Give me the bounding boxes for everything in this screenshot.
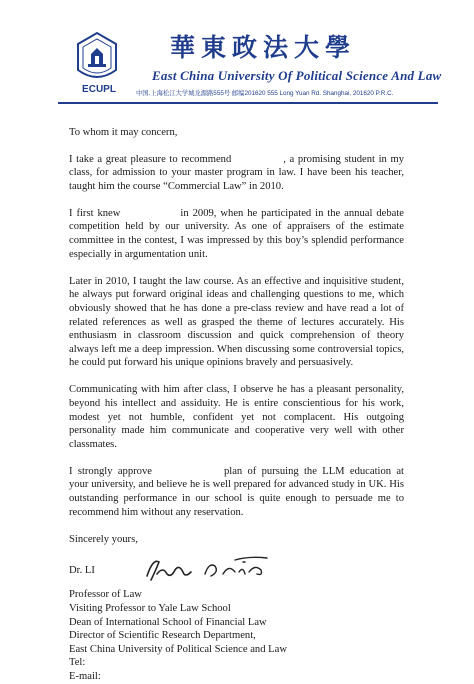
paragraph-2-start: I first knew xyxy=(69,207,121,219)
credential-line: Professor of Law xyxy=(69,589,142,601)
university-english-name: East China University Of Political Science And Law xyxy=(152,68,442,83)
salutation: To whom it may concern, xyxy=(69,127,178,138)
email-label: E-mail: xyxy=(69,670,101,682)
credential-line: Director of Scientific Research Department, xyxy=(69,630,256,642)
closing: Sincerely yours, xyxy=(69,533,138,545)
paragraph-5-start: I strongly approve xyxy=(69,465,152,477)
university-chinese-name: 華東政法大學 xyxy=(170,33,357,62)
paragraph-5-rest: plan of pursuing the LLM education at your university, and believe he is well prepared for advanced study in UK. His outstanding performance in our school is quite enough to persuade me to recommend him without any reservation. xyxy=(69,465,404,518)
paragraph-first-meeting xyxy=(69,207,404,261)
signer-name: Dr. LI xyxy=(69,565,95,577)
university-address: 中国.上海松江大学城龙源路555号 邮编201620 555 Long Yuan Rd. Shanghai, 201620 P.R.C. xyxy=(136,90,394,97)
credential-line: East China University of Political Science and Law xyxy=(69,643,287,655)
credential-line: Visiting Professor to Yale Law School xyxy=(69,602,231,614)
university-emblem-icon xyxy=(74,30,120,84)
paragraph-personality: Communicating with him after class, I observe he has a pleasant personality, beyond his intellect and assiduity. He is entire conscientious for his work, modest yet not humble, confident yet not complacent. His outgoing personality made him communicate and cooperative very well with other classmates. xyxy=(69,384,404,450)
paragraph-1-rest: , a promising student in my class, for admission to your master program in law. I have been his teacher, taught him the course “Commercial Law” in 2010. xyxy=(69,153,404,192)
paragraph-approval xyxy=(69,465,404,519)
paragraph-2-rest: in 2009, when he participated in the annual debate competition held by our university. As one of appraisers of the estimate committee in the contest, I was impressed by this boy’s splendid performance especially in argumentation unit. xyxy=(69,207,404,260)
paragraph-1-start: I take a great pleasure to recommend xyxy=(69,153,232,165)
signer-credentials xyxy=(69,588,404,683)
signature-row xyxy=(69,552,404,578)
letterhead-divider xyxy=(58,102,438,104)
letterhead xyxy=(0,0,474,110)
credential-line: Dean of International School of Financial Law xyxy=(69,616,267,628)
university-abbreviation: ECUPL xyxy=(82,84,116,95)
handwritten-signature xyxy=(139,552,269,584)
paragraph-course: Later in 2010, I taught the law course. As an effective and inquisitive student, he always put forward original ideas and challenging questions to me, which obviously showed that he has done a pre-class review and have read a lot of related references as well as grasped the theme of lectures accurately. His enthusiasm in classroom discussion and quick comprehension of theory always left me a deep impression. When discussing some controversial topics, he could put forward his unique opinions bravely and persuasively. xyxy=(69,275,404,369)
tel-label: Tel: xyxy=(69,657,86,669)
letter-body xyxy=(69,126,404,684)
paragraph-recommendation xyxy=(69,153,404,194)
